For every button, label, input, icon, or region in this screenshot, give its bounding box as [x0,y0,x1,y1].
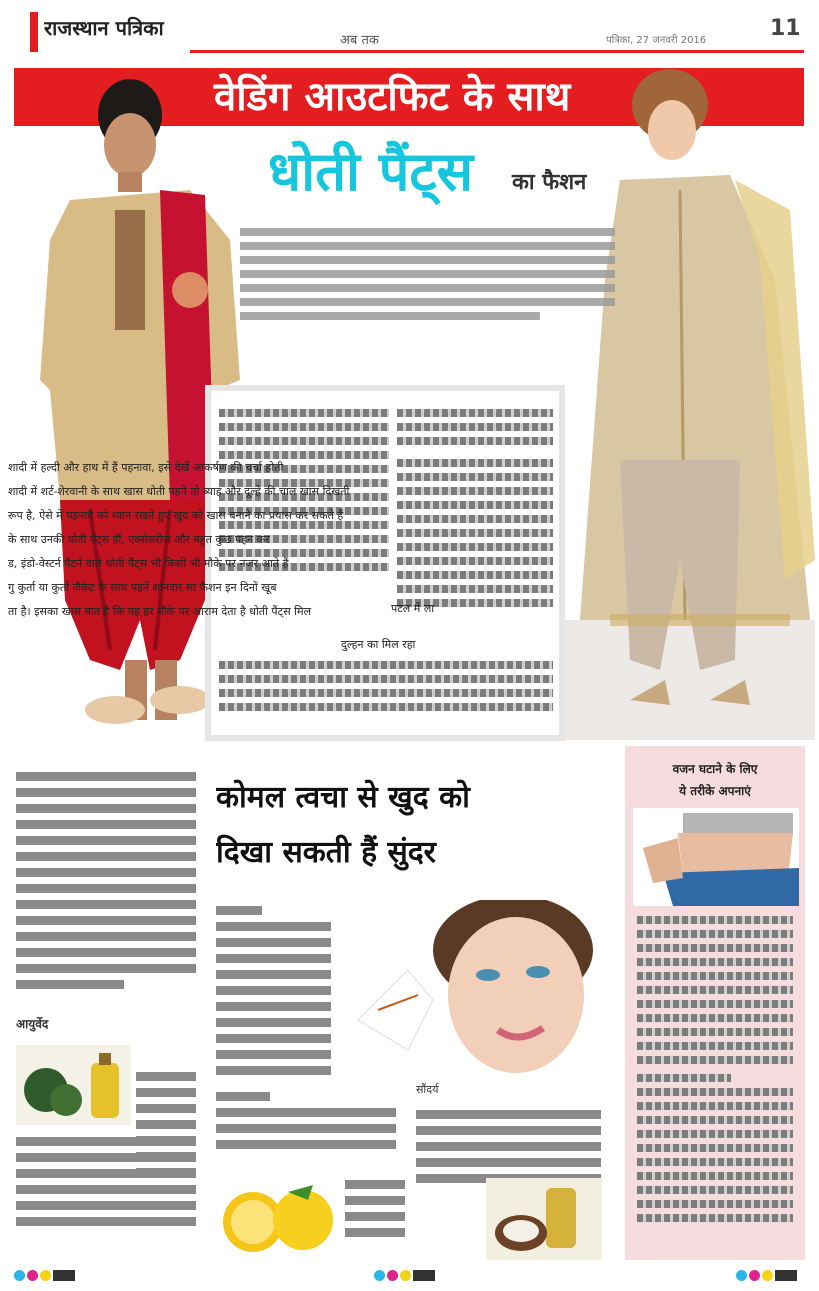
groom-face [104,113,156,177]
weight-loss-box [625,746,805,1260]
reg-dot [413,1270,435,1281]
groom-center-panel [115,210,145,330]
dateline: पत्रिका, 27 जनवरी 2016 [606,35,707,46]
reg-dot [374,1270,385,1281]
face-lily-photo [338,900,603,1075]
masthead-rule [190,50,804,53]
overlay-line: गु कुर्ता या कुर्ता जैकेट के साथ पहनें शानदार सा फैशन इन दिनों खूब [8,581,277,594]
coconut-oil-photo [486,1178,602,1260]
lower-headline-line2: दिखा सकती हैं सुंदर [216,835,436,870]
reg-dot [40,1270,51,1281]
beauty-section-label: सौंदर्य [416,1083,439,1096]
overlay-line: के साथ उनकी धोती पैंट्स हीं, एक्सेसरीज़ और बहुत कुछ पहन कर [8,533,270,546]
model-face [448,917,584,1073]
beauty-col-bottom-right [416,1110,601,1180]
groom-neck [118,172,142,192]
overlay-line: ता है। इसका खास बात है कि यह हर मौके पर आराम देता है धोती पैंट्स मिल [8,605,312,618]
main-headline-suffix: का फैशन [512,170,587,195]
bride-face [648,100,696,160]
registration-mark-left [14,1266,84,1280]
reg-dot [53,1270,75,1281]
lemon-photo [218,1180,338,1255]
groom-shoe-left [85,696,145,724]
reg-dot [749,1270,760,1281]
left-column [16,772,196,1252]
reg-dot [762,1270,773,1281]
weight-box-title-line1: वजन घटाने के लिए [672,762,758,776]
main-headline-line1: वेडिंग आउटफिट के साथ [214,74,571,120]
registration-mark-right [736,1266,806,1280]
story-fragment-1: पटल में ला [391,602,435,615]
overlay-line: शादी में हल्दी और हाथ में हैं पहनावा, इसे देखें आकर्षण की चर्चा होती [8,461,284,474]
waist-measure-photo [633,808,799,906]
lower-headline-line1: कोमल त्वचा से खुद को [216,780,470,815]
story-fragment-2: दुल्हन का मिल रहा [341,638,416,651]
main-headline-line2: धोती पैंट्स [268,140,474,203]
overlay-line: रूप है, ऐसे में पहनावे को ध्यान रखते हुए खुद को खास बनाने का प्रयास कर सकते हैं [8,509,344,522]
reg-dot [27,1270,38,1281]
upper-body-copy [240,228,615,348]
reg-dot [400,1270,411,1281]
reg-dot [736,1270,747,1281]
herbs-oil-photo [16,1045,131,1125]
masthead [0,0,819,66]
ghost-text-overlay [8,460,428,650]
bride-photo [560,60,815,740]
studio-floor [560,620,815,740]
section-tag: अब तक [340,33,379,48]
beauty-col-bottom-left [216,1092,396,1162]
overlay-line: शादी में शर्ट-शेरवानी के साथ खास धोती पहनें तो ब्याह और दूल्हे की चाल खास दिखती [8,485,350,498]
registration-mark-center [374,1266,444,1280]
page-number: 11 [770,16,801,41]
reg-dot [775,1270,797,1281]
reg-dot [14,1270,25,1281]
paper-name: राजस्थान पत्रिका [44,16,164,40]
overlay-line: ड, इंडो-वेस्टर्न पैटर्न वाले धोती पैंट्स भी किसी भी मौके पर नजर आते हैं [8,557,289,570]
beauty-col-left [216,906,331,1086]
masthead-red-edge [30,12,38,52]
reg-dot [387,1270,398,1281]
groom-shoe-right [150,686,210,714]
lemon-side-copy [345,1180,405,1250]
left-column-subhead: आयुर्वेद [16,1017,49,1031]
footer-strip [0,1264,819,1282]
weight-box-title-line2: ये तरीके अपनाएं [679,784,751,798]
